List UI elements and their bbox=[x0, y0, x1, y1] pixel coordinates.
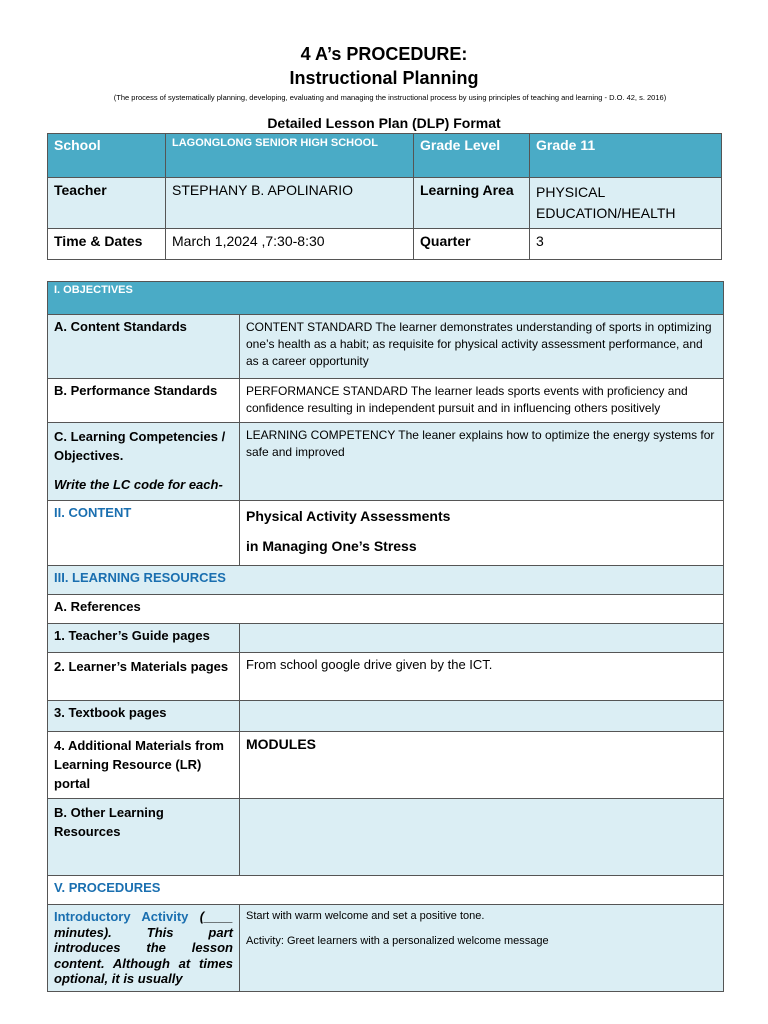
teacher-label: Teacher bbox=[48, 178, 166, 229]
time-label: Time & Dates bbox=[48, 229, 166, 260]
learners-materials-value: From school google drive given by the ICT. bbox=[240, 653, 724, 701]
content-standards-value: CONTENT STANDARD The learner demonstrates understanding of sports in optimizing one’s health as a habit; as requisite for physical activity assessment performance, and as a career opportunity bbox=[240, 315, 724, 379]
competencies-value: LEARNING COMPETENCY The leaner explains how to optimize the energy systems for safe and improved bbox=[240, 423, 724, 501]
intro-activity-line1: Start with warm welcome and set a positive tone. bbox=[246, 910, 485, 922]
info-table bbox=[47, 133, 722, 260]
intro-activity-minutes: (____ minutes). bbox=[54, 909, 233, 940]
area-value: PHYSICAL EDUCATION/HEALTH bbox=[530, 178, 722, 229]
school-label: School bbox=[48, 134, 166, 178]
content-title-line2: in Managing One’s Stress bbox=[246, 538, 417, 554]
area-label: Learning Area bbox=[414, 178, 530, 229]
lc-code-note: Write the LC code for each- bbox=[54, 477, 223, 492]
other-resources-label: B. Other Learning Resources bbox=[48, 799, 240, 876]
definition-note: (The process of systematically planning, developing, evaluating and managing the instructional process by using principles of teaching and learning - D.O. 42, s. 2016) bbox=[113, 93, 667, 102]
additional-materials-label: 4. Additional Materials from Learning Resource (LR) portal bbox=[48, 732, 240, 799]
content-title-line1: Physical Activity Assessments bbox=[246, 508, 451, 524]
grade-label: Grade Level bbox=[414, 134, 530, 178]
textbook-value bbox=[240, 701, 724, 732]
quarter-label: Quarter bbox=[414, 229, 530, 260]
teachers-guide-value bbox=[240, 624, 724, 653]
performance-standards-label: B. Performance Standards bbox=[48, 379, 240, 423]
teacher-value: STEPHANY B. APOLINARIO bbox=[166, 178, 414, 229]
page-title: 4 A’s PROCEDURE: bbox=[300, 44, 468, 64]
intro-activity-description: This part introduces the lesson content. Although at times optional, it is usually bbox=[54, 924, 233, 986]
performance-standards-value: PERFORMANCE STANDARD The learner leads sports events with proficiency and confidence resulting in independent pursuit and in influencing others positively bbox=[240, 379, 724, 423]
resources-heading: III. LEARNING RESOURCES bbox=[48, 566, 724, 595]
lesson-plan-table bbox=[47, 281, 724, 992]
learners-materials-label: 2. Learner’s Materials pages bbox=[48, 653, 240, 701]
time-value: March 1,2024 ,7:30-8:30 bbox=[166, 229, 414, 260]
other-resources-value bbox=[240, 799, 724, 876]
textbook-label: 3. Textbook pages bbox=[48, 701, 240, 732]
procedures-heading: V. PROCEDURES bbox=[48, 876, 724, 905]
competencies-label: C. Learning Competencies / Objectives. bbox=[54, 429, 226, 463]
additional-materials-value: MODULES bbox=[240, 732, 724, 799]
objectives-heading: I. OBJECTIVES bbox=[48, 282, 724, 315]
content-standards-label: A. Content Standards bbox=[48, 315, 240, 379]
references-label: A. References bbox=[48, 595, 724, 624]
school-value: LAGONGLONG SENIOR HIGH SCHOOL bbox=[166, 134, 414, 178]
grade-value: Grade 11 bbox=[530, 134, 722, 178]
intro-activity-line2: Activity: Greet learners with a personalized welcome message bbox=[246, 935, 549, 947]
content-heading: II. CONTENT bbox=[48, 501, 240, 566]
format-title: Detailed Lesson Plan (DLP) Format bbox=[267, 115, 501, 131]
teachers-guide-label: 1. Teacher’s Guide pages bbox=[48, 624, 240, 653]
quarter-value: 3 bbox=[530, 229, 722, 260]
page-subtitle: Instructional Planning bbox=[289, 68, 479, 88]
intro-activity-title: Introductory Activity bbox=[54, 909, 189, 924]
